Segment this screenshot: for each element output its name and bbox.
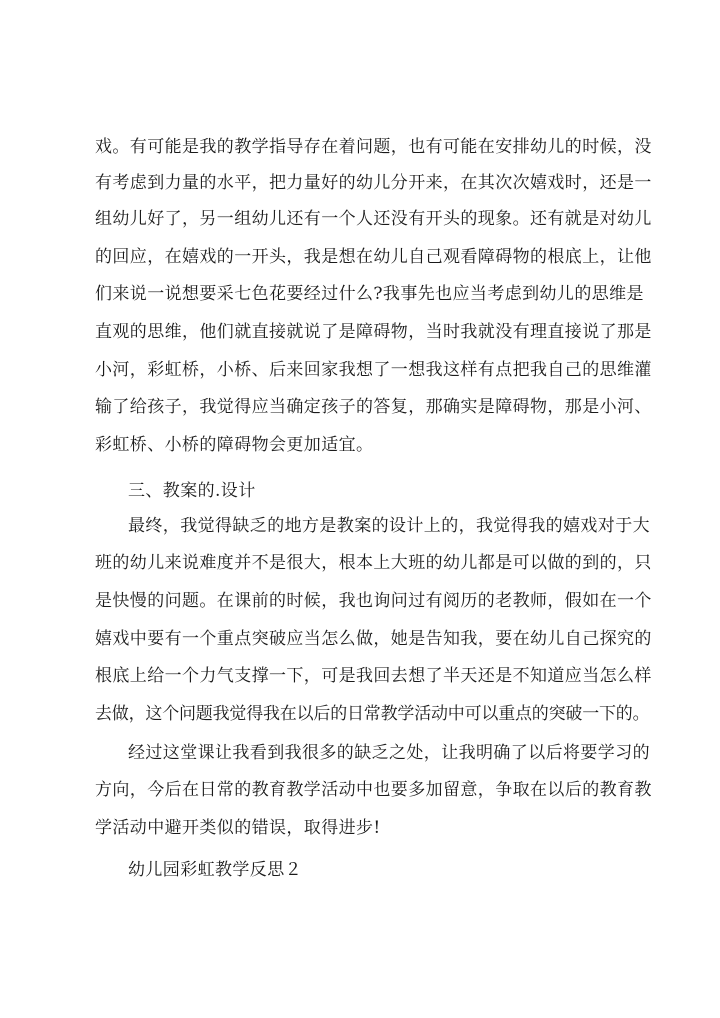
paragraph-2-line: 是快慢的问题。在课前的时候，我也询问过有阅历的老教师，假如在一个	[95, 591, 652, 611]
paragraph-2-line: 嬉戏中要有一个重点突破应当怎么做，她是告知我，要在幼儿自己探究的	[95, 629, 652, 649]
paragraph-1-line: 的回应，在嬉戏的一开头，我是想在幼儿自己观看障碍物的根底上，让他	[95, 247, 652, 267]
paragraph-2-line: 去做，这个问题我觉得我在以后的日常教学活动中可以重点的突破一下的。	[95, 704, 650, 724]
paragraph-1-line: 输了给孩子，我觉得应当确定孩子的答复，那确实是障碍物，那是小河、	[95, 397, 652, 417]
paragraph-1-line: 戏。有可能是我的教学指导存在着问题，也有可能在安排幼儿的时候，没	[95, 137, 652, 157]
paragraph-1-line: 们来说一说想要采七色花要经过什么?我事先也应当考虑到幼儿的思维是	[95, 284, 644, 304]
paragraph-3-line: 方向，今后在日常的教育教学活动中也要多加留意，争取在以后的教育教	[95, 780, 652, 800]
paragraph-1-line: 小河，彩虹桥，小桥、后来回家我想了一想我这样有点把我自己的思维灌	[95, 360, 652, 380]
paragraph-1-line: 彩虹桥、小桥的障碍物会更加适宜。	[95, 435, 374, 455]
section-heading: 三、教案的.设计	[128, 481, 256, 501]
paragraph-3-line: 经过这堂课让我看到我很多的缺乏之处，让我明确了以后将要学习的	[128, 743, 650, 763]
next-article-title: 幼儿园彩虹教学反思２	[128, 860, 302, 880]
paragraph-2-line: 最终，我觉得缺乏的地方是教案的设计上的，我觉得我的嬉戏对于大	[128, 516, 650, 536]
paragraph-3-line: 学活动中避开类似的错误，取得进步!	[95, 818, 381, 838]
paragraph-1-line: 组幼儿好了，另一组幼儿还有一个人还没有开头的现象。还有就是对幼儿	[95, 209, 652, 229]
paragraph-1-line: 直观的思维，他们就直接就说了是障碍物，当时我就没有理直接说了那是	[95, 322, 652, 342]
paragraph-2-line: 根底上给一个力气支撑一下，可是我回去想了半天还是不知道应当怎么样	[95, 666, 652, 686]
paragraph-2-line: 班的幼儿来说难度并不是很大，根本上大班的幼儿都是可以做的到的，只	[95, 553, 652, 573]
paragraph-1-line: 有考虑到力量的水平，把力量好的幼儿分开来，在其次次嬉戏时，还是一	[95, 173, 652, 193]
